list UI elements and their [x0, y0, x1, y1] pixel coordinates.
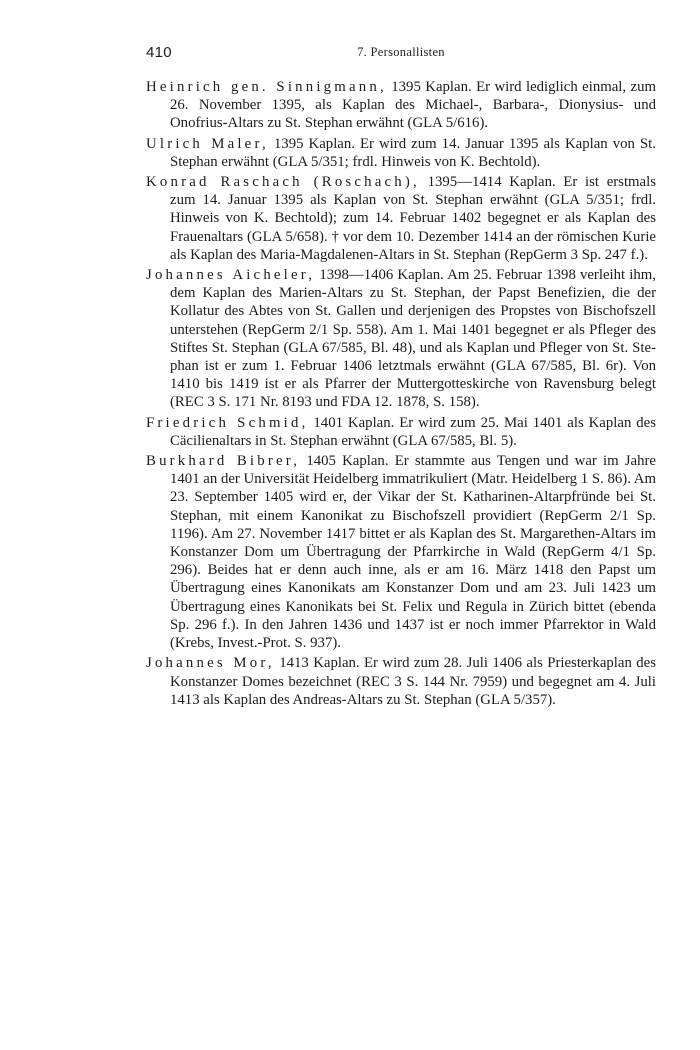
entry-text: 1405 Kaplan. Er stammte aus Tengen und war im Jahre 1401 an der Universität Heidelberg immatrikuliert (Matr. Heidelberg 1 S. 86). Am 23. September 1405 wird er, der Vikar der St. Katharinen-Altarpfründe bei St. Stephan, mit einem Kanonikat zu Bischofszell providiert (RepGerm 2/1 Sp. 1196). Am 27. November 1417 bittet er als Kaplan des St. Margarethen-Altars im Konstanzer Dom um Übertragung der Pfarrkirche in Wald (RepGerm 4/1 Sp. 296). Beides hat er denn auch inne, als er am 16. März 1418 den Papst um Übertragung eines Kanonikats am Konstanzer Dom und am 23. Juli 1423 um Übertragung eines Kanonikats bei St. Felix und Regula in Zürich bittet (ebenda Sp. 296 f.). In den Jahren 1436 und 1437 ist er noch immer Pfarrektor in Wald (Krebs, Invest.-Prot. S. 937).	[170, 453, 656, 652]
list-entry	[146, 452, 656, 652]
list-entry	[146, 78, 656, 133]
entry-name: Johannes Mor,	[146, 655, 275, 672]
entry-name: Heinrich gen. Sinnigmann,	[146, 79, 387, 95]
list-entry	[146, 654, 656, 709]
running-title: 7. Personallisten	[357, 45, 445, 59]
entry-text: 1413 Kaplan. Er wird zum 28. Juli 1406 als Priesterkaplan des Konstanzer Domes bezeichnet (REC 3 S. 144 Nr. 7959) und begegnet am 4. Juli 1413 als Kaplan des Andreas-Altars zu St. Stephan (GLA 5/357).	[170, 655, 656, 708]
entry-name: Ulrich Maler,	[146, 135, 269, 152]
page-header	[146, 44, 656, 64]
page-number: 410	[146, 44, 172, 61]
entry-text: 1395—1414 Kaplan. Er ist erstmals zum 14. Januar 1395 als Kaplan von St. Stephan erwähnt (GLA 5/351; frdl. Hinweis von K. Bechtold); zum 14. Februar 1402 begegnet er als Kaplan des Frauenaltars (GLA 5/658). † vor dem 10. Dezember 1414 an der römischen Kurie als Kaplan des Maria-Magdalenen-Altars in St. Stephan (RepGerm 3 Sp. 247 f.).	[170, 174, 656, 263]
entry-text: 1401 Kaplan. Er wird zum 25. Mai 1401 als Kaplan des Cäcilienaltars in St. Stephan erwähnt (GLA 67/585, Bl. 5).	[170, 414, 656, 449]
entry-name: Johannes Aicheler,	[146, 267, 316, 284]
entry-text: 1398—1406 Kaplan. Am 25. Februar 1398 verleiht ihm, dem Kaplan des Marien-Altars zu St. Stephan, der Papst Benefizien, die der Kollatur des Abtes von St. Gallen und derjenigen des Propstes von Bischofszell unterstehen (RepGerm 2/1 Sp. 558). Am 1. Mai 1401 begegnet er als Pfleger des Stiftes St. Stephan (GLA 67/585, Bl. 48), und als Kaplan und Pfleger von St. Stephan ist er zum 1. Februar 1406 letztmals erwähnt (GLA 67/585, Bl. 6r). Von 1410 bis 1419 ist er als Pfarrer der Muttergotteskirche von Ravensburg belegt (REC 3 S. 171 Nr. 8193 und FDA 12. 1878, S. 158).	[170, 267, 656, 411]
list-entry	[146, 135, 656, 171]
entry-name: Konrad Raschach (Roschach),	[146, 174, 420, 191]
list-entry	[146, 173, 656, 264]
entry-name: Friedrich Schmid,	[146, 414, 309, 431]
entry-text: 1395 Kaplan. Er wird lediglich einmal, zum 26. November 1395, als Kaplan des Michael-, Barbara-, Dionysius- und Onofrius-Altars zu St. Stephan erwähnt (GLA 5/616).	[170, 79, 656, 132]
entry-text: 1395 Kaplan. Er wird zum 14. Januar 1395 als Kaplan von St. Stephan erwähnt (GLA 5/351; frdl. Hinweis von K. Bechtold).	[170, 135, 656, 170]
list-entry	[146, 266, 656, 412]
entry-name: Burkhard Bibrer,	[146, 453, 301, 470]
list-entry	[146, 414, 656, 450]
personnel-list	[146, 78, 656, 711]
